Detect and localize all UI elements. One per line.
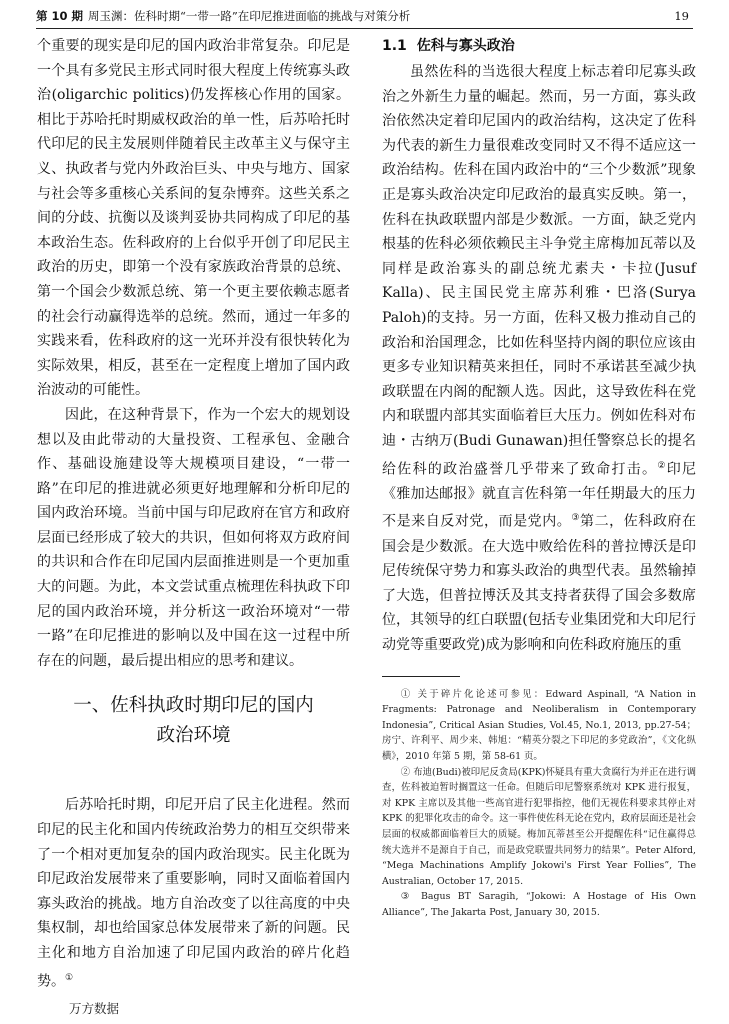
footnotes	[382, 687, 696, 921]
footnote-ref-3[interactable]: ③	[571, 513, 581, 524]
section-title	[37, 691, 350, 751]
left-paragraph-3	[37, 793, 350, 993]
right-paragraph-1a: 虽然佐科的当选很大程度上标志着印尼寡头政治之外新生力量的崛起。然而，另一方面，寡头政治依然决定着印尼国内的政治结构，这决定了佐科为代表的新生力量很难改变同时又不得不适应这一政治结构。佐科在国内政治中的“三个少数派”现象正是寡头政治决定印尼政治的最真实反映。第一，佐科在执政联盟内部是少数派。一方面，缺乏党内根基的佐科必须依赖民主斗争党主席梅加瓦蒂以及同样是政治寡头的副总统尤素夫・卡拉(Jusuf Kalla)、民主国民党主席苏利雅・巴洛(Surya Paloh)的支持。另一方面，佐科又极力推动自己的政治和治国理念，比如佐科坚持内阁的职位应该由更多专业知识精英来担任，同时不承诺甚至减少执政联盟在内阁的配额人选。因此，这导致佐科在党内和联盟内部其实面临着巨大压力。例如佐科对布迪・古纳万(Budi Gunawan)担任警察总长的提名给佐科的政治盛誉几乎带来了致命打击。	[382, 64, 696, 478]
subheading	[382, 34, 696, 58]
left-column	[37, 34, 350, 1017]
page-number: 19	[674, 9, 689, 23]
right-column	[382, 34, 696, 920]
subheading-number: 1.1	[382, 38, 407, 54]
running-title: 周玉渊：佐科时期“一带一路”在印尼推进面临的挑战与对策分析	[88, 9, 411, 23]
issue-number: 第 10 期	[36, 9, 84, 23]
subheading-text: 佐科与寡头政治	[416, 38, 515, 54]
footnote-divider	[382, 676, 460, 677]
section-title-line-2: 政治环境	[156, 725, 231, 747]
footnote-ref-2[interactable]: ②	[657, 460, 667, 471]
page-header	[36, 6, 693, 29]
right-paragraph-1b: 印尼《雅加达邮报》就直言佐科第一年任期最大的压力不是来自反对党，而是党内。	[382, 461, 697, 530]
watermark: 万方数据	[69, 1000, 120, 1016]
left-paragraph-2: 因此，在这种背景下，作为一个宏大的规划设想以及由此带动的大量投资、工程承包、金融合作、基础设施建设等大规模项目建设，“一带一路”在印尼的推进就必须更好地理解和分析印尼的国内政治环境。当前中国与印尼政府在官方和政府层面已经形成了较大的共识，但如何将双方政府间的共识和合作在印尼国内层面推进则是一个更加重大的问题。为此，本文尝试重点梳理佐科执政下印尼的国内政治环境，并分析这一政治环境对“一带一路”在印尼推进的影响以及中国在这一过程中所存在的问题，最后提出相应的思考和建议。	[37, 406, 350, 669]
footnote-3: ③ Bagus BT Saragih, “Jokowi: A Hostage of His Own Alliance”, The Jakarta Post, January 30, 2015.	[382, 891, 696, 918]
right-paragraph-1	[382, 60, 696, 658]
footnote-1: ① 关于碎片化论述可参见：Edward Aspinall, “A Nation in Fragments: Patronage and Neoliberalism in Contemporary Indonesia”, Critical Asian Studies, Vol.45, No.1, 2013, pp.27-54；房宁、许利平、周少来、韩旭：“精英分裂之下印尼的多党政治”，《文化纵横》，2010 年第 5 期，第 58-61 页。	[382, 688, 696, 762]
left-paragraph-3-text: 后苏哈托时期，印尼开启了民主化进程。然而印尼的民主化和国内传统政治势力的相互交织带来了一个相对更加复杂的国内政治现实。民主化既为印尼政治发展带来了重要影响，同时又面临着国内寡头政治的挑战。地方自治改变了以往高度的中央集权制，却也给国家总体发展带来了新的问题。民主化和地方自治加速了印尼国内政治的碎片化趋势。	[37, 797, 350, 990]
right-paragraph-1c: 第二，佐科政府在国会是少数派。在大选中败给佐科的普拉博沃是印尼传统保守势力和寡头政治的典型代表。虽然输掉了大选，但普拉博沃及其支持者获得了国会多数席位，其领导的红白联盟(包括专业集团党和大印尼行动党等重要政党)成为影响和向佐科政府施压的重	[382, 514, 697, 653]
left-paragraph-1: 个重要的现实是印尼的国内政治非常复杂。印尼是一个具有多党民主形式同时很大程度上传统寡头政治(oligarchic politics)仍发挥核心作用的国家。相比于苏哈托时期威权政治的单一性，后苏哈托时代印尼的民主发展则伴随着民主改革主义与保守主义、执政者与党内外政治巨头、中央与地方、国家与社会等多重核心关系间的复杂博弈。这些关系之间的分歧、抗衡以及谈判妥协共同构成了印尼的基本政治生态。佐科政府的上台似乎开创了印尼民主政治的历史，即第一个没有家族政治背景的总统、第一个国会少数派总统、第一个更主要依赖志愿者的社会行动赢得选举的总统。然而，通过一年多的实践来看，佐科政府的这一光环并没有很快转化为实际效果，相反，甚至在一定程度上增加了国内政治波动的可能性。	[37, 38, 350, 399]
footnote-2: ② 布迪(Budi)被印尼反贪局(KPK)怀疑具有重大贪腐行为并正在进行调查，佐科被迫暂时搁置这一任命。但随后印尼警察系统对 KPK 进行报复，对 KPK 主席以及其他一些高官进行犯罪指控，他们无视佐科要求其停止对 KPK 的犯罪化攻击的命令。这一事件使佐科无论在党内，政府层面还是社会层面的权威都面临着巨大的质疑。梅加瓦蒂甚至公开提醒佐科“记住赢得总统大选并不是源自于自己，而是政党联盟共同努力的结果”。Peter Alford, “Mega Machinations Amplify Jokowi's First Year Follies”, The Australian, October 17, 2015.	[382, 766, 696, 887]
section-title-line-1: 一、佐科执政时期印尼的国内	[73, 695, 314, 717]
footnote-ref-1[interactable]: ①	[65, 972, 74, 983]
